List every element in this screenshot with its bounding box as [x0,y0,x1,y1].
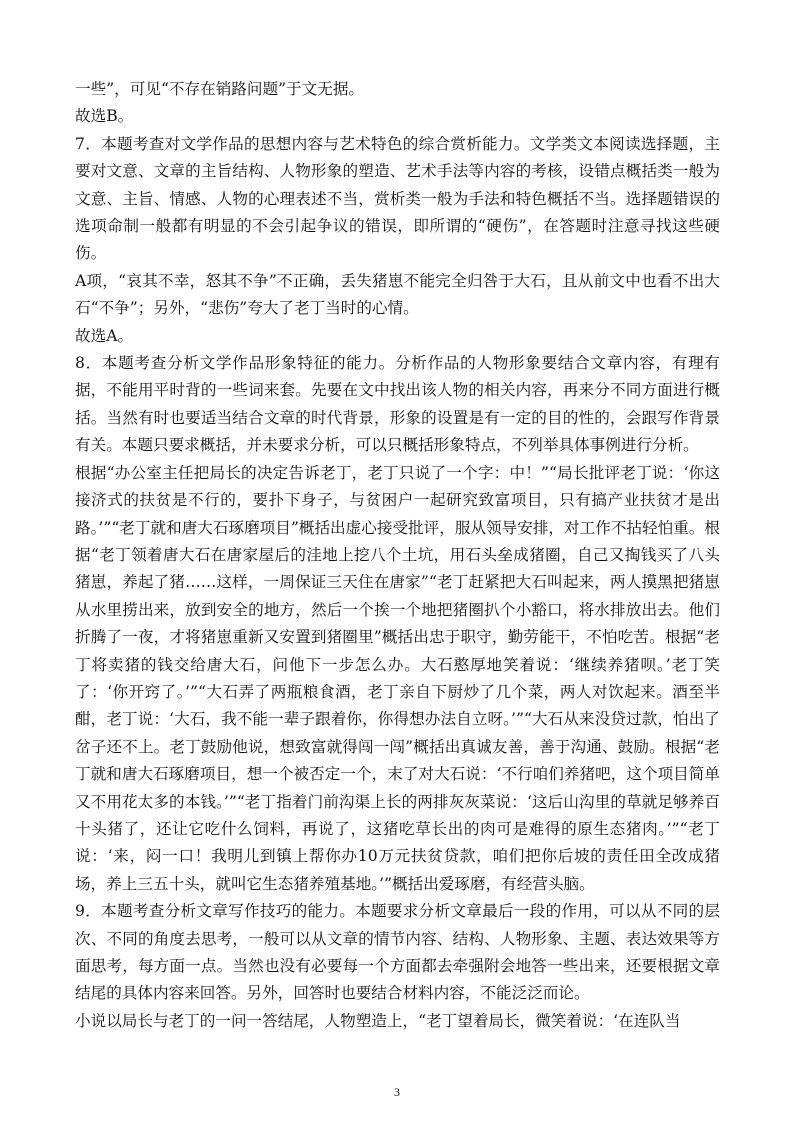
paragraph-question-8-analysis: 根据“办公室主任把局长的决定告诉老丁，老丁只说了一个字：中！”“局长批评老丁说：‘你这接济式的扶贫是不行的，要扑下身子，与贫困户一起研究致富项目，只有搞产业扶贫才是出路。’”“老丁就和唐大石琢磨项目”概括出虚心接受批评，服从领导安排，对工作不拈轻怕重。根据“老丁领着唐大石在唐家屋后的洼地上挖八个土坑，用石头垒成猪圈，自己又掏钱买了八头猪崽，养起了猪……这样，一周保证三天住在唐家”“老丁赶紧把大石叫起来，两人摸黑把猪崽从水里捞出来，放到安全的地方，然后一个挨一个地把猪圈扒个小豁口，将水排放出去。他们折腾了一夜，才将猪崽重新又安置到猪圈里”概括出忠于职守，勤劳能干，不怕吃苦。根据“老丁将卖猪的钱交给唐大石，问他下一步怎么办。大石憨厚地笑着说：‘继续养猪呗。’老丁笑了：‘你开窍了。’”“大石弄了两瓶粮食酒，老丁亲自下厨炒了几个菜，两人对饮起来。酒至半酣，老丁说：‘大石，我不能一辈子跟着你，你得想办法自立呀。’”“大石从来没贷过款，怕出了岔子还不上。老丁鼓励他说，想致富就得闯一闯”概括出真诚友善，善于沟通、鼓励。根据“老丁就和唐大石琢磨项目，想一个被否定一个，末了对大石说：‘不行咱们养猪吧，这个项目简单又不用花太多的本钱。’”“老丁指着门前沟渠上长的两排灰灰菜说：‘这后山沟里的草就足够养百十头猪了，还让它吃什么饲料，再说了，这猪吃草长出的肉可是难得的原生态猪肉。’”“老丁说：‘来，闷一口！我明儿到镇上帮你办10万元扶贫贷款，咱们把你后坡的责任田全改成猪场，养上三五十头，就叫它生态猪养殖基地。’”概括出爱琢磨，有经营头脑。 [75,463,720,893]
page-number: 3 [394,1085,400,1099]
document-body [75,76,720,1035]
paragraph-question-9: 9．本题考查分析文章写作技巧的能力。本题要求分析文章最后一段的作用，可以从不同的层次、不同的角度去思考，一般可以从文章的情节内容、结构、人物形象、主题、表达效果等方面思考，每方面一点。当然也没有必要每一个方面都去牵强附会地答一些出来，还要根据文章结尾的具体内容来回答。另外，回答时也要结合材料内容，不能泛泛而论。 [75,902,720,1003]
paragraph-question-8: 8．本题考查分析文学作品形象特征的能力。分析作品的人物形象要结合文章内容，有理有据，不能用平时背的一些词来套。先要在文中找出该人物的相关内容，再来分不同方面进行概括。当然有时也要适当结合文章的时代背景，形象的设置是有一定的目的性的，会跟写作背景有关。本题只要求概括，并未要求分析，可以只概括形象特点，不列举具体事例进行分析。 [75,354,720,455]
paragraph-option-a-analysis: A项，“哀其不幸，怒其不争”不正确，丢失猪崽不能完全归咎于大石，且从前文中也看不出大石“不争”；另外，“悲伤”夸大了老丁当时的心情。 [75,271,720,318]
paragraph-answer-a: 故选A。 [75,326,134,345]
paragraph-question-9-analysis: 小说以局长与老丁的一问一答结尾，人物塑造上，“老丁望着局长，微笑着说：‘在连队当 [75,1011,681,1030]
paragraph-question-7: 7．本题考查对文学作品的思想内容与艺术特色的综合赏析能力。文学类文本阅读选择题，主要对文意、文章的主旨结构、人物形象的塑造、艺术手法等内容的考核，设错点概括类一般为文意、主旨、情感、人物的心理表述不当，赏析类一般为手法和特色概括不当。选择题错误的选项命制一般都有明显的不会引起争议的错误，即所谓的“硬伤”，在答题时注意寻找这些硬伤。 [75,134,720,263]
paragraph-sales-conclusion: 一些”，可见“不存在销路问题”于文无据。 [75,80,365,98]
paragraph-answer-b: 故选B。 [75,107,134,126]
